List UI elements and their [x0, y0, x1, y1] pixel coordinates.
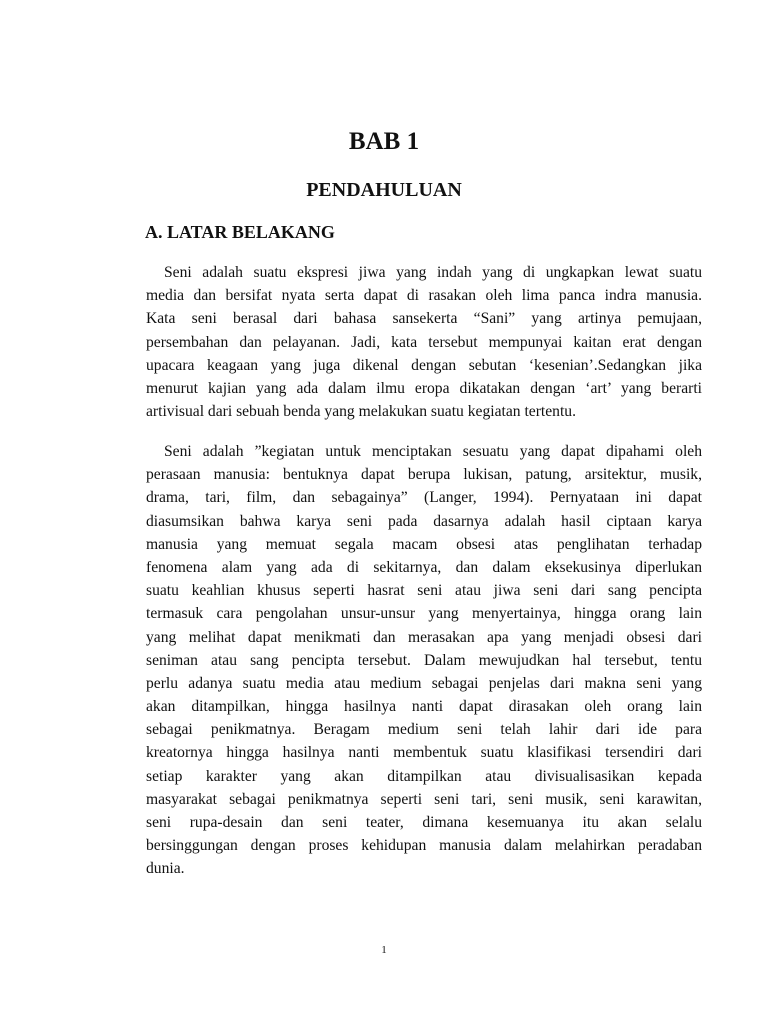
- paragraph-line: setiap karakter yang akan ditampilkan atau divisualisasikan kepada: [146, 767, 702, 785]
- paragraph-line: perasaan manusia: bentuknya dapat berupa lukisan, patung, arsitektur, musik,: [146, 466, 702, 484]
- paragraph-line: kreatornya hingga hasilnya nanti membentuk suatu klasifikasi tersendiri dari: [146, 744, 702, 762]
- paragraph-line: artivisual dari sebuah benda yang melakukan suatu kegiatan tertentu.: [146, 403, 576, 421]
- paragraph-line: termasuk cara pengolahan unsur-unsur yang menyertainya, hingga orang lain: [146, 605, 702, 623]
- paragraph-line: akan ditampilkan, hingga hasilnya nanti dapat dirasakan oleh orang lain: [146, 698, 702, 716]
- paragraph-line: manusia yang memuat segala macam obsesi atas penglihatan terhadap: [146, 535, 702, 553]
- paragraph-line: masyarakat sebagai penikmatnya seperti seni tari, seni musik, seni karawitan,: [146, 790, 702, 808]
- paragraph-line: drama, tari, film, dan sebagainya” (Langer, 1994). Pernyataan ini dapat: [146, 489, 702, 507]
- chapter-title: BAB 1: [348, 128, 420, 155]
- paragraph-line: seni rupa-desain dan seni teater, dimana kesemuanya itu akan selalu: [146, 814, 702, 831]
- page-number: 1: [381, 944, 387, 956]
- paragraph-line: media dan bersifat nyata serta dapat di rasakan oleh lima panca indra manusia.: [146, 287, 702, 305]
- paragraph-line: bersinggungan dengan proses kehidupan manusia dalam melahirkan peradaban: [146, 837, 702, 855]
- section-heading: [145, 222, 335, 243]
- paragraph-line: diasumsikan bahwa karya seni pada dasarnya adalah hasil ciptaan karya: [146, 512, 702, 530]
- paragraph-line: seniman atau sang pencipta tersebut. Dalam mewujudkan hal tersebut, tentu: [146, 651, 702, 669]
- chapter-subtitle: PENDAHULUAN: [306, 179, 462, 201]
- paragraph-line: upacara keagaan yang juga dikenal dengan sebutan ‘kesenian’.Sedangkan jika: [146, 356, 702, 374]
- paragraph-line: persembahan dan pelayanan. Jadi, kata tersebut mempunyai kaitan erat dengan: [146, 333, 702, 351]
- paragraph-line: perlu adanya suatu media atau medium sebagai penjelas dari makna seni yang: [146, 674, 702, 692]
- section-number: A.: [145, 222, 163, 242]
- paragraph-2: [146, 440, 702, 881]
- section-title: LATAR BELAKANG: [167, 222, 335, 242]
- paragraph-line: sebagai penikmatnya. Beragam medium seni telah lahir dari ide para: [146, 721, 702, 739]
- paragraph-line: dunia.: [146, 860, 185, 878]
- paragraph-line: Kata seni berasal dari bahasa sansekerta “Sani” yang artinya pemujaan,: [146, 310, 702, 328]
- paragraph-line: menurut kajian yang ada dalam ilmu eropa dikatakan dengan ‘art’ yang berarti: [146, 379, 702, 397]
- paragraph-line: suatu keahlian khusus seperti hasrat seni atau jiwa seni dari sang pencipta: [146, 582, 702, 600]
- paragraph-line: Seni adalah ”kegiatan untuk menciptakan sesuatu yang dapat dipahami oleh: [164, 443, 702, 460]
- paragraph-line: fenomena alam yang ada di sekitarnya, dan dalam eksekusinya diperlukan: [146, 558, 702, 576]
- paragraph-1: [146, 261, 702, 423]
- paragraph-line: yang melihat dapat menikmati dan merasakan apa yang menjadi obsesi dari: [146, 628, 702, 646]
- paragraph-line: Seni adalah suatu ekspresi jiwa yang indah yang di ungkapkan lewat suatu: [164, 264, 702, 281]
